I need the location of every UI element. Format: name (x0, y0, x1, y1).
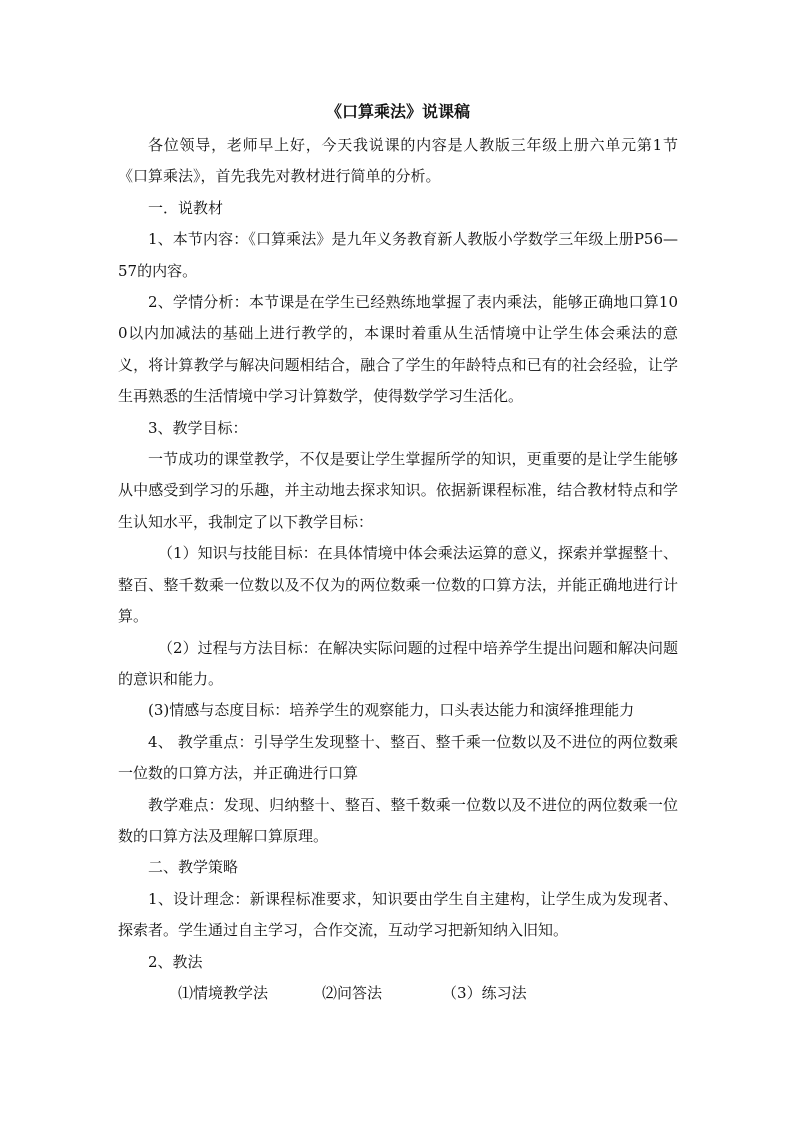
design-concept-paragraph: 1、设计理念：新课程标准要求，知识要由学生自主建构，让学生成为发现者、探索者。学生通过自主学习，合作交流，互动学习把新知纳入旧知。 (118, 889, 678, 940)
teaching-methods-heading: 2、教法 (148, 952, 203, 971)
intro-paragraph: 各位领导，老师早上好，今天我说课的内容是人教版三年级上册六单元第1节《口算乘法》，首先我先对教材进行简单的分析。 (118, 136, 678, 186)
emotion-objective-paragraph: (3)情感与态度目标：培养学生的观察能力，口头表达能力和演绎推理能力 (148, 701, 635, 720)
method-item: ⑴情境教学法 (178, 983, 269, 1002)
teaching-methods-list (118, 978, 678, 1009)
knowledge-objective-paragraph: （1）知识与技能目标：在具体情境中体会乘法运算的意义，探索并掌握整十、整百、整千数乘一位数以及不仅为的两位数乘一位数的口算方法，并能正确地进行计算。 (118, 544, 678, 626)
objectives-intro-paragraph: 一节成功的课堂教学，不仅是要让学生掌握所学的知识，更重要的是让学生能够从中感受到学习的乐趣，并主动地去探求知识。依据新课程标准，结合教材特点和学生认知水平，我制定了以下教学目标： (118, 450, 678, 531)
objectives-heading: 3、教学目标： (148, 418, 248, 437)
method-item: （3）练习法 (442, 983, 527, 1002)
document-title: 《口算乘法》说课稿 (325, 102, 470, 121)
content-paragraph: 1、本节内容：《口算乘法》是九年义务教育新人教版小学数学三年级上册P56—57的内容。 (118, 230, 678, 280)
section-heading-textbook: 一．说教材 (148, 198, 224, 217)
section-heading-strategy: 二、教学策略 (148, 858, 239, 877)
document-body (118, 98, 678, 1009)
process-objective-paragraph: （2）过程与方法目标：在解决实际问题的过程中培养学生提出问题和解决问题的意识和能力。 (118, 638, 678, 688)
method-item: ⑵问答法 (322, 983, 383, 1002)
teaching-difficulty-paragraph: 教学难点：发现、归纳整十、整百、整千数乘一位数以及不进位的两位数乘一位数的口算方法及理解口算原理。 (118, 795, 678, 845)
learner-analysis-paragraph: 2、学情分析：本节课是在学生已经熟练地掌握了表内乘法，能够正确地口算100以内加减法的基础上进行教学的，本课时着重从生活情境中让学生体会乘法的意义，将计算教学与解决问题相结合，融合了学生的年龄特点和已有的社会经验，让学生再熟悉的生活情境中学习计算数学，使得数学学习生活化。 (118, 293, 678, 406)
teaching-focus-paragraph: 4、 教学重点：引导学生发现整十、整百、整千乘一位数以及不进位的两位数乘一位数的口算方法，并正确进行口算 (118, 732, 678, 783)
